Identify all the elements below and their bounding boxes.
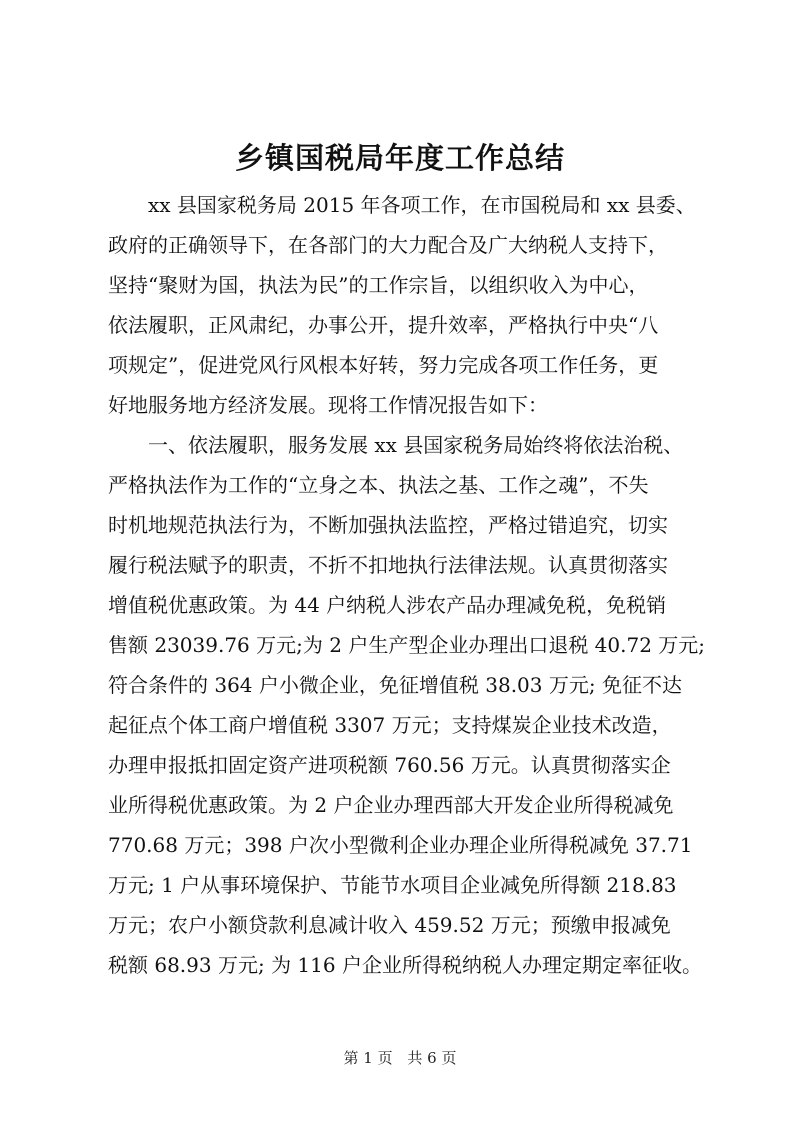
body-line: 增值税优惠政策。为 44 户纳税人涉农产品办理减免税，免税销 (108, 593, 667, 617)
body-line: 一、依法履职，服务发展 xx 县国家税务局始终将依法治税、 (108, 433, 684, 457)
body-line: 符合条件的 364 户小微企业，免征增值税 38.03 万元; 免征不达 (108, 673, 682, 697)
document-title: 乡镇国税局年度工作总结 (234, 141, 565, 175)
body-line: 770.68 万元；398 户次小型微利企业办理企业所得税减免 37.71 (108, 833, 693, 857)
body-line: 税额 68.93 万元; 为 116 户企业所得税纳税人办理定期定率征收。 (108, 953, 702, 977)
body-line: 万元；农户小额贷款利息减计收入 459.52 万元；预缴申报减免 (108, 913, 671, 937)
body-line: xx 县国家税务局 2015 年各项工作，在市国税局和 xx 县委、 (108, 193, 696, 217)
page-footer (0, 1047, 800, 1069)
body-line: 办理申报抵扣固定资产进项税额 760.56 万元。认真贯彻落实企 (108, 753, 671, 777)
body-line: 好地服务地方经济发展。现将工作情况报告如下： (108, 393, 548, 417)
document-body (108, 185, 708, 985)
body-line: 坚持“聚财为国，执法为民”的工作宗旨，以组织收入为中心， (108, 273, 649, 297)
body-line: 时机地规范执法行为，不断加强执法监控，严格过错追究，切实 (108, 513, 668, 537)
page-number: 第 1 页 (343, 1049, 393, 1067)
body-line: 依法履职，正风肃纪，办事公开，提升效率，严格执行中央“八 (108, 313, 659, 337)
body-line: 万元; 1 户从事环境保护、节能节水项目企业减免所得额 218.83 (108, 873, 677, 897)
body-line: 业所得税优惠政策。为 2 户企业办理西部大开发企业所得税减免 (108, 793, 674, 817)
body-line: 严格执法作为工作的“立身之本、执法之基、工作之魂”，不失 (108, 473, 649, 497)
body-line: 起征点个体工商户增值税 3307 万元；支持煤炭企业技术改造， (108, 713, 672, 737)
page-total: 共 6 页 (407, 1049, 457, 1067)
body-line: 售额 23039.76 万元;为 2 户生产型企业办理出口退税 40.72 万元; (108, 633, 706, 657)
body-line: 履行税法赋予的职责，不折不扣地执行法律法规。认真贯彻落实 (108, 553, 668, 577)
body-line: 政府的正确领导下，在各部门的大力配合及广大纳税人支持下， (108, 233, 668, 257)
body-line: 项规定”，促进党风行风根本好转，努力完成各项工作任务，更 (108, 353, 659, 377)
